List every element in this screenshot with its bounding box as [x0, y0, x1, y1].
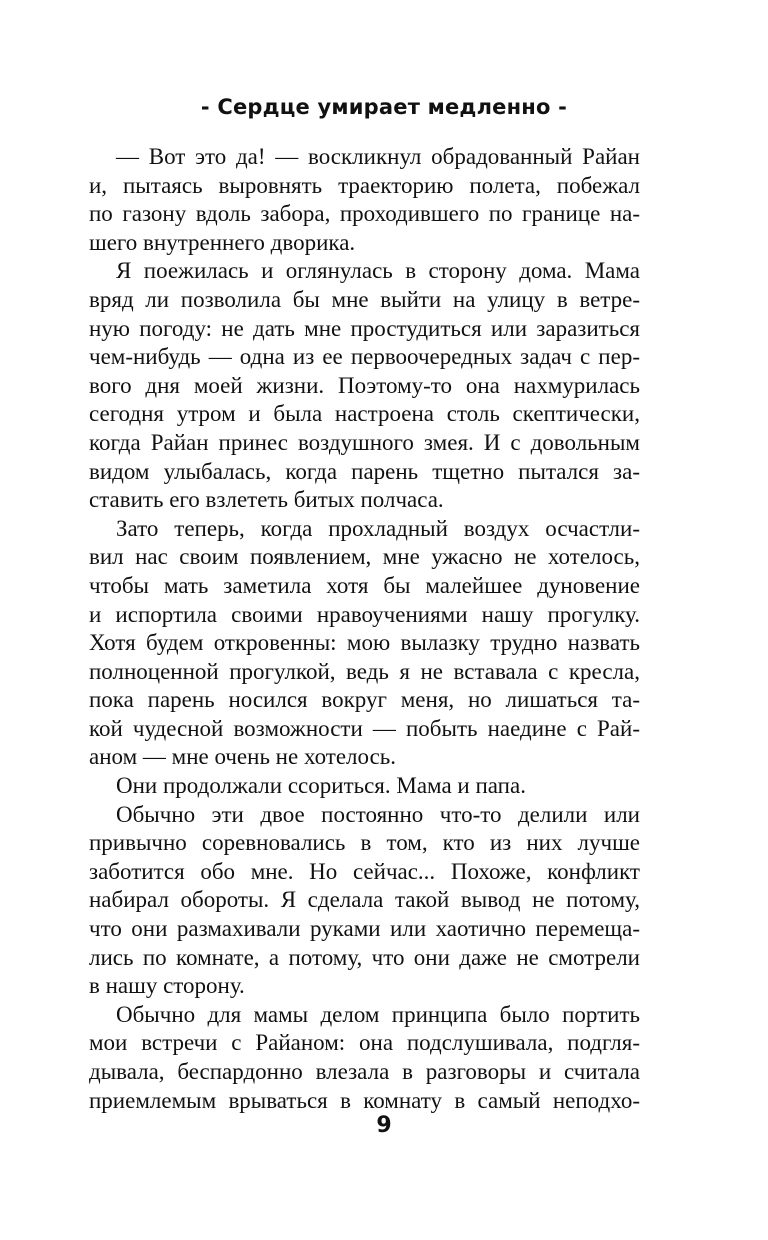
text-line: пока парень носился вокруг меня, но лишаться та-	[89, 687, 640, 713]
text-line: полноценной прогулкой, ведь я не вставала с кресла,	[89, 658, 640, 684]
text-line: Они продолжали ссориться. Мама и папа.	[116, 773, 526, 799]
text-line: чтобы мать заметила хотя бы малейшее дуновение	[89, 572, 640, 598]
text-line: дывала, беспардонно влезала в разговоры и считала	[89, 1059, 640, 1084]
text-line: и, пытаясь выровнять траекторию полета, побежал	[89, 172, 640, 198]
running-head: - Сердце умирает медленно -	[200, 95, 568, 119]
text-line: что они размахивали руками или хаотично перемеща-	[89, 916, 640, 942]
text-line: вого дня моей жизни. Поэтому-то она нахмурилась	[89, 372, 640, 398]
text-line: Я поежилась и оглянулась в сторону дома. Мама	[116, 258, 640, 284]
text-line: когда Райан принес воздушного змея. И с довольным	[89, 429, 640, 455]
text-line: ную погоду: не дать мне простудиться или заразиться	[89, 315, 640, 341]
text-line: аном — мне очень не хотелось.	[89, 744, 397, 770]
text-line: Обычно эти двое постоянно что-то делили или	[116, 801, 640, 827]
text-line: сегодня утром и была настроена столь скептически,	[89, 401, 640, 427]
text-line: привычно соревновались в том, кто из них лучше	[89, 830, 640, 856]
text-line: Обычно для мамы делом принципа было портить	[116, 1001, 640, 1027]
text-line: и испортила своими нравоучениями нашу прогулку.	[89, 601, 640, 627]
text-line: Зато теперь, когда прохладный воздух осчастли-	[116, 515, 640, 541]
text-line: видом улыбалась, когда парень тщетно пытался за-	[89, 458, 640, 484]
text-line: вряд ли позволила бы мне выйти на улицу в ветре-	[89, 286, 640, 312]
text-line: кой чудесной возможности — побыть наедине с Рай-	[89, 715, 640, 741]
text-line: лись по комнате, а потому, что они даже не смотрели	[89, 944, 640, 970]
text-line: Хотя будем откровенны: мою вылазку трудно назвать	[89, 630, 640, 656]
text-line: ставить его взлететь битых полчаса.	[89, 487, 444, 513]
text-line: вил нас своим появлением, мне ужасно не хотелось,	[89, 544, 640, 570]
text-line: приемлемым врываться в комнату в самый неподхо-	[89, 1087, 640, 1113]
text-line: в нашу сторону.	[89, 973, 245, 999]
text-line: чем-нибудь — одна из ее первоочередных задач с пер-	[89, 344, 640, 370]
text-line: — Вот это да! — воскликнул обрадованный Райан	[116, 144, 640, 169]
page-number: 9	[376, 1113, 392, 1138]
text-line: заботится обо мне. Но сейчас... Похоже, конфликт	[89, 858, 640, 884]
text-line: шего внутреннего дворика.	[89, 229, 356, 255]
text-line: по газону вдоль забора, проходившего по границе на-	[89, 201, 640, 227]
text-line: набирал обороты. Я сделала такой вывод не потому,	[89, 887, 640, 913]
text-line: мои встречи с Райаном: она подслушивала, подгля-	[89, 1030, 640, 1056]
body-text	[89, 143, 640, 1115]
